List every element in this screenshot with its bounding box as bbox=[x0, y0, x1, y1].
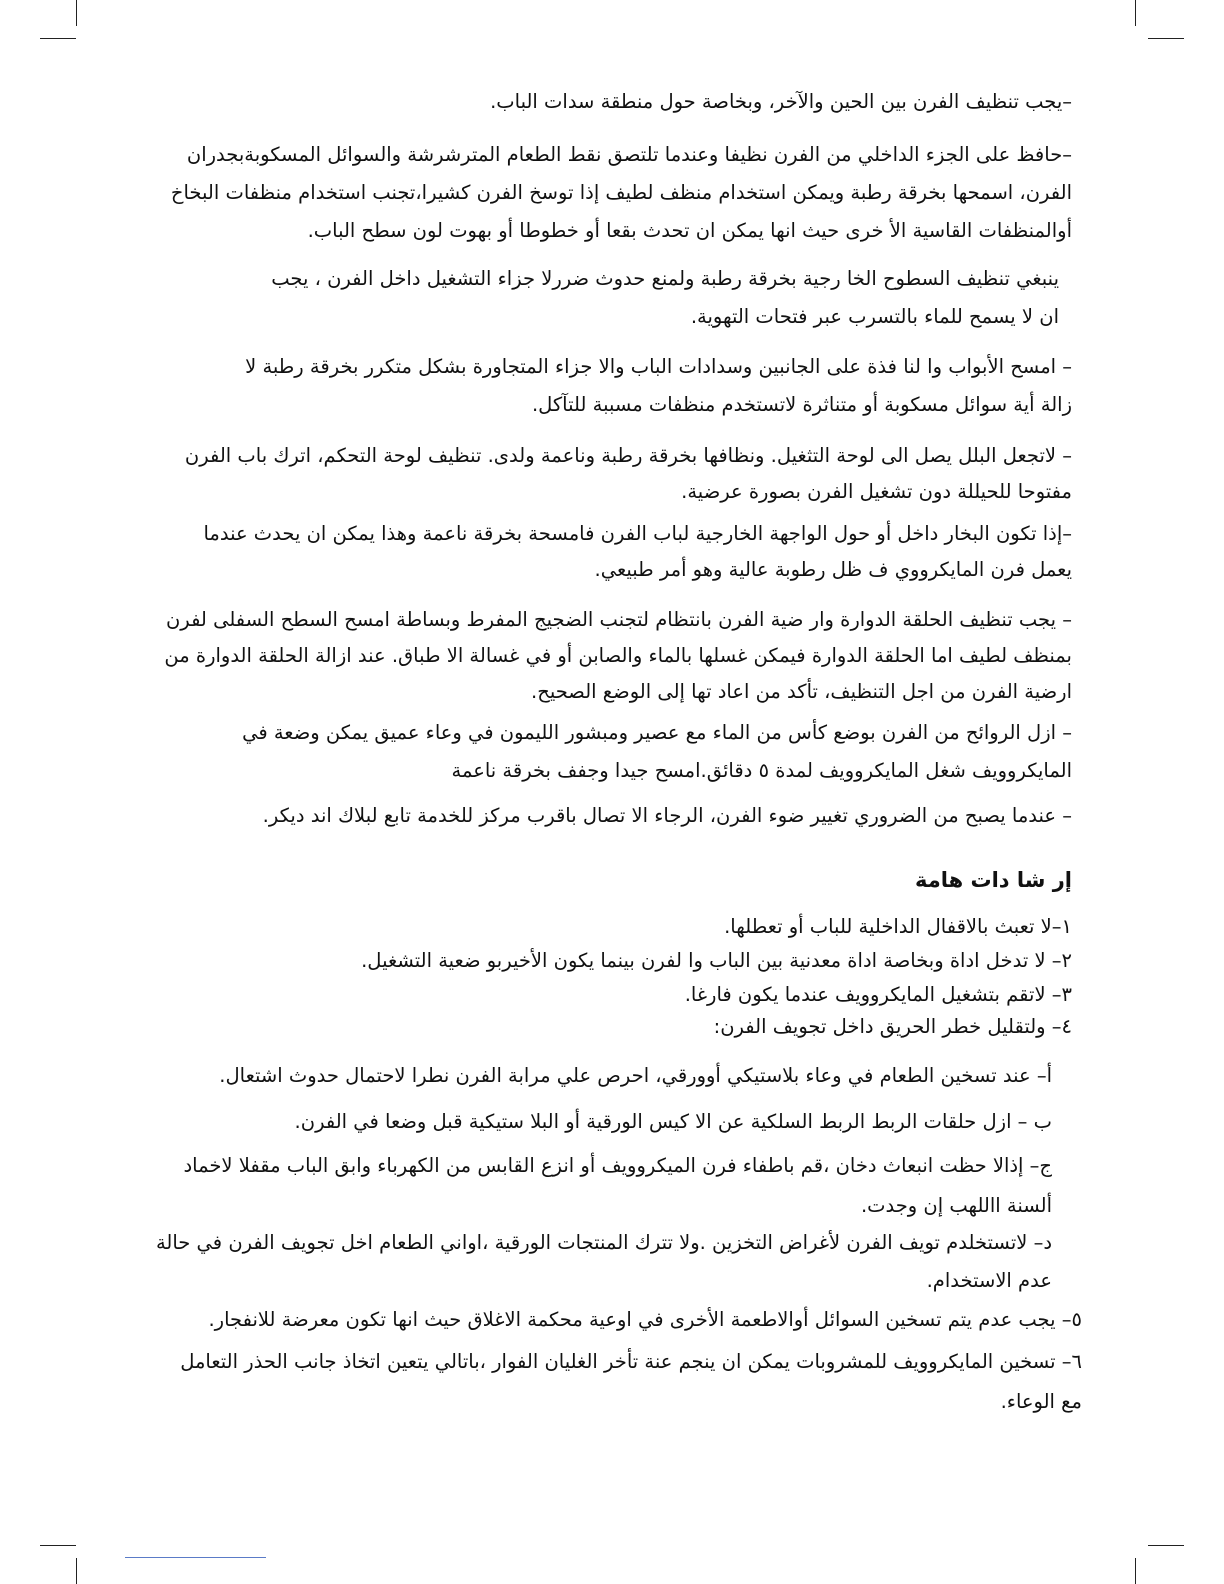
numbered-item-4: ٤– ولتقليل خطر الحريق داخل تجويف الفرن: bbox=[713, 1015, 1072, 1038]
numbered-item-2: ٢– لا تدخل اداة وبخاصة اداة معدنية بين الباب وا لفرن بينما يكون الأخيربو ضعية التشغيل. bbox=[361, 949, 1072, 972]
paragraph-turntable: – يجب تنظيف الحلقة الدوارة وار ضية الفرن بانتظام لتجنب الضجيج المفرط وبساطة امسح السطح السفلى لفرن بمنظف لطيف اما الحلقة الدوارة فيمكن غسلها بالماء والصابن أو في غسالة الا طباق. عند ازالة الحلقة الدوارة من ارضية الفرن من اجل التنظيف، تأكد من اعاد تها إلى الوضع الصحيح. bbox=[164, 608, 1072, 703]
sub-item-d: د– لاتستخلدم تويف الفرن لأغراض التخزين .ولا تترك المنتجات الورقية ،اواني الطعام اخل تجويف الفرن في حالة عدم الاستخدام. bbox=[155, 1231, 1052, 1292]
paragraph-exterior-cleaning: ينبغي تنظيف السطوح الخا رجية بخرقة رطبة ولمنع حدوث ضررلا جزاء التشغيل داخل الفرن ، يجب ان لا يسمح للماء بالتسرب عبر فتحات التهوية. bbox=[271, 267, 1059, 328]
footer-rule bbox=[125, 1557, 266, 1558]
paragraph-door-wipe: – امسح الأبواب وا لنا فذة على الجانبين وسدادات الباب والا جزاء المتجاورة بشكل متكرر بخرقة رطبة لا زالة أية سوائل مسكوبة أو متناثرة لاتستخدم منظفات مسببة للتآكل. bbox=[245, 355, 1072, 416]
crop-mark-bottom-right-horizontal bbox=[1148, 1545, 1184, 1546]
sub-item-c: ج– إذالا حظت انبعاث دخان ،قم باطفاء فرن الميكروويف أو انزع القابس من الكهرباء وابق الباب مقفلا لاخماد ألسنة االلهب إن وجدت. bbox=[183, 1154, 1052, 1217]
crop-mark-top-right-horizontal bbox=[1148, 38, 1184, 39]
paragraph-clean-periodically: –يجب تنظيف الفرن بين الحين والآخر، وبخاصة حول منطقة سدات الباب. bbox=[490, 90, 1072, 113]
sub-item-a: أ– عند تسخين الطعام في وعاء بلاستيكي أوورقي، احرص علي مرابة الفرن نطرا لاحتمال حدوث اشتعال. bbox=[219, 1064, 1052, 1087]
numbered-item-6: ٦– تسخين المايكروويف للمشروبات يمكن ان ينجم عنة تأخر الغليان الفوار ،باتالي يتعين اتخاذ جانب الحذر التعامل مع الوعاء. bbox=[180, 1350, 1082, 1413]
paragraph-oven-light: – عندما يصبح من الضروري تغيير ضوء الفرن، الرجاء الا تصال باقرب مركز للخدمة تابع لبلاك اند ديكر. bbox=[262, 804, 1072, 827]
numbered-item-5: ٥– يجب عدم يتم تسخين السوائل أوالاطعمة الأخرى في اوعية محكمة الاغلاق حيث انها تكون معرضة للانفجار. bbox=[208, 1308, 1082, 1331]
paragraph-steam: –إذا تكون البخار داخل أو حول الواجهة الخارجية لباب الفرن فامسحة بخرقة ناعمة وهذا يمكن ان يحدث عندما يعمل فرن المايكرووي ف ظل رطوبة عالية وهو أمر طبيعي. bbox=[203, 522, 1072, 581]
paragraph-control-panel: – لاتجعل البلل يصل الى لوحة التثغيل. ونظافها بخرقة رطبة وناعمة ولدى. تنظيف لوحة التحكم، اترك باب الفرن مفتوحا للحيللة دون تشغيل الفرن بصورة عرضية. bbox=[184, 444, 1072, 503]
paragraph-interior-cleaning: –حافظ على الجزء الداخلي من الفرن نظيفا وعندما تلتصق نقط الطعام المترشرشة والسوائل المسكوبةبجدران الفرن، اسمحها بخرقة رطبة ويمكن استخدام منظف لطيف إذا توسخ الفرن كشيرا،تجنب استخدام منظفات البخاخ أوالمنظفات القاسية الأ خرى حيث انها يمكن ان تحدث بقعا أو خطوطا أو بهوت لون سطح الباب. bbox=[170, 143, 1072, 242]
numbered-item-1: ١–لا تعبث بالاقفال الداخلية للباب أو تعطلها. bbox=[724, 915, 1072, 938]
crop-mark-bottom-left-horizontal bbox=[40, 1545, 76, 1546]
crop-mark-top-left-horizontal bbox=[40, 38, 76, 39]
crop-mark-top-left-vertical bbox=[76, 0, 77, 26]
numbered-item-3: ٣– لاتقم بتشغيل المايكروويف عندما يكون فارغا. bbox=[684, 983, 1072, 1006]
crop-mark-top-right-vertical bbox=[1135, 0, 1136, 26]
crop-mark-bottom-right-vertical bbox=[1135, 1558, 1136, 1584]
paragraph-odors: – ازل الروائح من الفرن بوضع كأس من الماء مع عصير ومبشور الليمون في وعاء عميق يمكن وضعة في المايكروويف شغل المايكروويف لمدة ٥ دقائق.امسح جيدا وجفف بخرقة ناعمة bbox=[242, 721, 1072, 782]
crop-mark-bottom-left-vertical bbox=[76, 1558, 77, 1584]
sub-item-b: ب – ازل حلقات الربط الربط السلكية عن الا كيس الورقية أو البلا ستيكية قبل وضعا في الفرن. bbox=[294, 1110, 1052, 1133]
section-heading-important-instructions: إر شا دات هامة bbox=[914, 868, 1072, 892]
